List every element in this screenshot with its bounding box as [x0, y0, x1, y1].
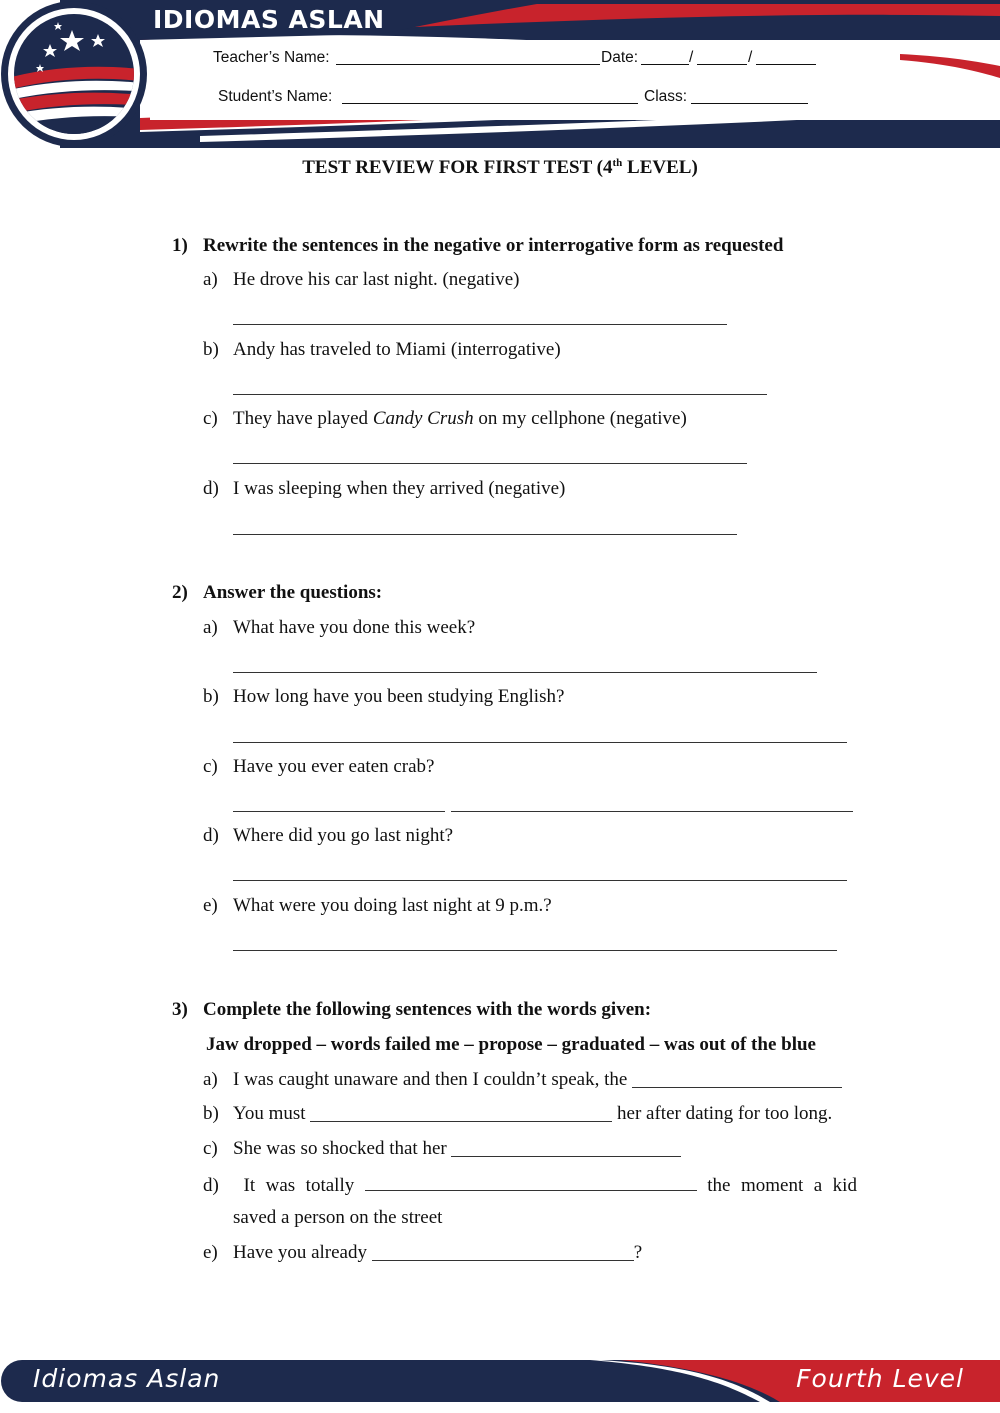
section-title: Complete the following sentences with the words given:	[203, 999, 652, 1020]
student-name-label: Student’s Name:	[218, 88, 333, 105]
student-name-field[interactable]	[342, 103, 638, 104]
item-letter: b)	[203, 339, 219, 360]
item-text-pre: They have played	[233, 408, 373, 429]
section-2-heading	[172, 582, 382, 604]
class-label: Class:	[644, 88, 688, 105]
item-word: moment	[740, 1175, 804, 1196]
fill-blank-3b[interactable]	[310, 1104, 612, 1122]
page-title	[0, 157, 1000, 179]
answer-line-2c-part1[interactable]	[233, 811, 445, 812]
item-text: Andy has traveled to Miami (interrogative)	[233, 339, 561, 360]
fill-blank-3a[interactable]	[632, 1070, 842, 1088]
answer-line-2e[interactable]	[233, 950, 837, 951]
question-1d	[203, 478, 565, 500]
item-text-pre: You must	[233, 1103, 306, 1124]
item-text-pre: Have you already	[233, 1242, 367, 1263]
item-text-post: on my cellphone (negative)	[473, 408, 687, 429]
item-word: a	[813, 1175, 823, 1196]
item-word: was	[265, 1175, 296, 1196]
item-text: How long have you been studying English?	[233, 686, 565, 707]
brand-logo-text: IDIOMAS ASLAN	[153, 5, 385, 34]
item-word: the	[707, 1175, 731, 1196]
item-letter: e)	[203, 1242, 218, 1263]
answer-line-1a[interactable]	[233, 324, 727, 325]
answer-line-1c[interactable]	[233, 463, 747, 464]
header-banner-graphic	[0, 0, 1000, 150]
item-text: I was sleeping when they arrived (negative)	[233, 478, 566, 499]
item-text-pre: She was so shocked that her	[233, 1138, 447, 1159]
section-number: 2)	[172, 582, 188, 603]
item-letter: c)	[203, 1138, 218, 1159]
item-word: totally	[305, 1175, 355, 1196]
question-2a	[203, 617, 475, 639]
section-1-heading	[172, 235, 783, 257]
item-letter: a)	[203, 269, 218, 290]
item-text: Where did you go last night?	[233, 825, 454, 846]
answer-line-2c-part2[interactable]	[451, 811, 853, 812]
date-day-field[interactable]	[641, 64, 689, 65]
question-2d	[203, 825, 453, 847]
item-text-pre: I was caught unaware and then I couldn’t speak, the	[233, 1069, 628, 1090]
item-letter: c)	[203, 408, 218, 429]
item-letter: d)	[203, 478, 219, 499]
title-end: LEVEL)	[622, 157, 698, 178]
item-letter: b)	[203, 686, 219, 707]
fill-blank-3e[interactable]	[372, 1243, 634, 1261]
answer-line-2d[interactable]	[233, 880, 847, 881]
date-year-field[interactable]	[756, 64, 816, 65]
date-separator: /	[689, 49, 694, 66]
question-3b	[203, 1103, 832, 1125]
section-3-heading	[172, 999, 651, 1021]
title-main: TEST REVIEW FOR FIRST TEST (4	[302, 157, 613, 178]
item-letter: e)	[203, 895, 218, 916]
item-letter: c)	[203, 756, 218, 777]
answer-line-1d[interactable]	[233, 534, 737, 535]
date-month-field[interactable]	[697, 64, 747, 65]
section-title: Answer the questions:	[203, 582, 383, 603]
question-3c	[203, 1138, 681, 1160]
question-2e	[203, 895, 552, 917]
question-1b	[203, 339, 561, 361]
question-1c	[203, 408, 687, 430]
footer-brand: Idiomas Aslan	[33, 1364, 221, 1393]
section-title: Rewrite the sentences in the negative or interrogative form as requested	[203, 235, 784, 256]
question-3e	[203, 1242, 642, 1264]
section-number: 3)	[172, 999, 188, 1020]
question-3d-continued: saved a person on the street	[233, 1207, 443, 1228]
item-letter: a)	[203, 617, 218, 638]
page-header	[0, 0, 1000, 150]
item-letter: d)	[203, 1175, 219, 1196]
item-text: He drove his car last night. (negative)	[233, 269, 520, 290]
date-separator: /	[748, 49, 753, 66]
teacher-name-field[interactable]	[336, 64, 600, 65]
question-2c	[203, 756, 435, 778]
fill-blank-3d[interactable]	[365, 1173, 697, 1191]
question-3d	[203, 1173, 857, 1197]
question-3a	[203, 1069, 842, 1091]
answer-line-2a[interactable]	[233, 672, 817, 673]
item-word: It	[243, 1175, 256, 1196]
item-text-post: ?	[633, 1242, 643, 1263]
question-1a	[203, 269, 519, 291]
item-word: kid	[832, 1175, 857, 1196]
question-2b	[203, 686, 564, 708]
section-number: 1)	[172, 235, 188, 256]
item-text: Have you ever eaten crab?	[233, 756, 435, 777]
item-text-post: her after dating for too long.	[617, 1103, 833, 1124]
item-letter: a)	[203, 1069, 218, 1090]
footer-level: Fourth Level	[796, 1364, 964, 1393]
item-letter: b)	[203, 1103, 219, 1124]
item-text-italic: Candy Crush	[372, 408, 474, 429]
teacher-name-label: Teacher’s Name:	[213, 49, 330, 66]
item-letter: d)	[203, 825, 219, 846]
word-bank: Jaw dropped – words failed me – propose – graduated – was out of the blue	[206, 1034, 816, 1055]
item-text: What were you doing last night at 9 p.m.?	[233, 895, 552, 916]
class-field[interactable]	[691, 103, 808, 104]
fill-blank-3c[interactable]	[451, 1139, 681, 1157]
title-superscript: th	[612, 157, 623, 169]
date-label: Date:	[601, 49, 639, 66]
item-text: What have you done this week?	[233, 617, 476, 638]
answer-line-2b[interactable]	[233, 742, 847, 743]
answer-line-1b[interactable]	[233, 394, 767, 395]
